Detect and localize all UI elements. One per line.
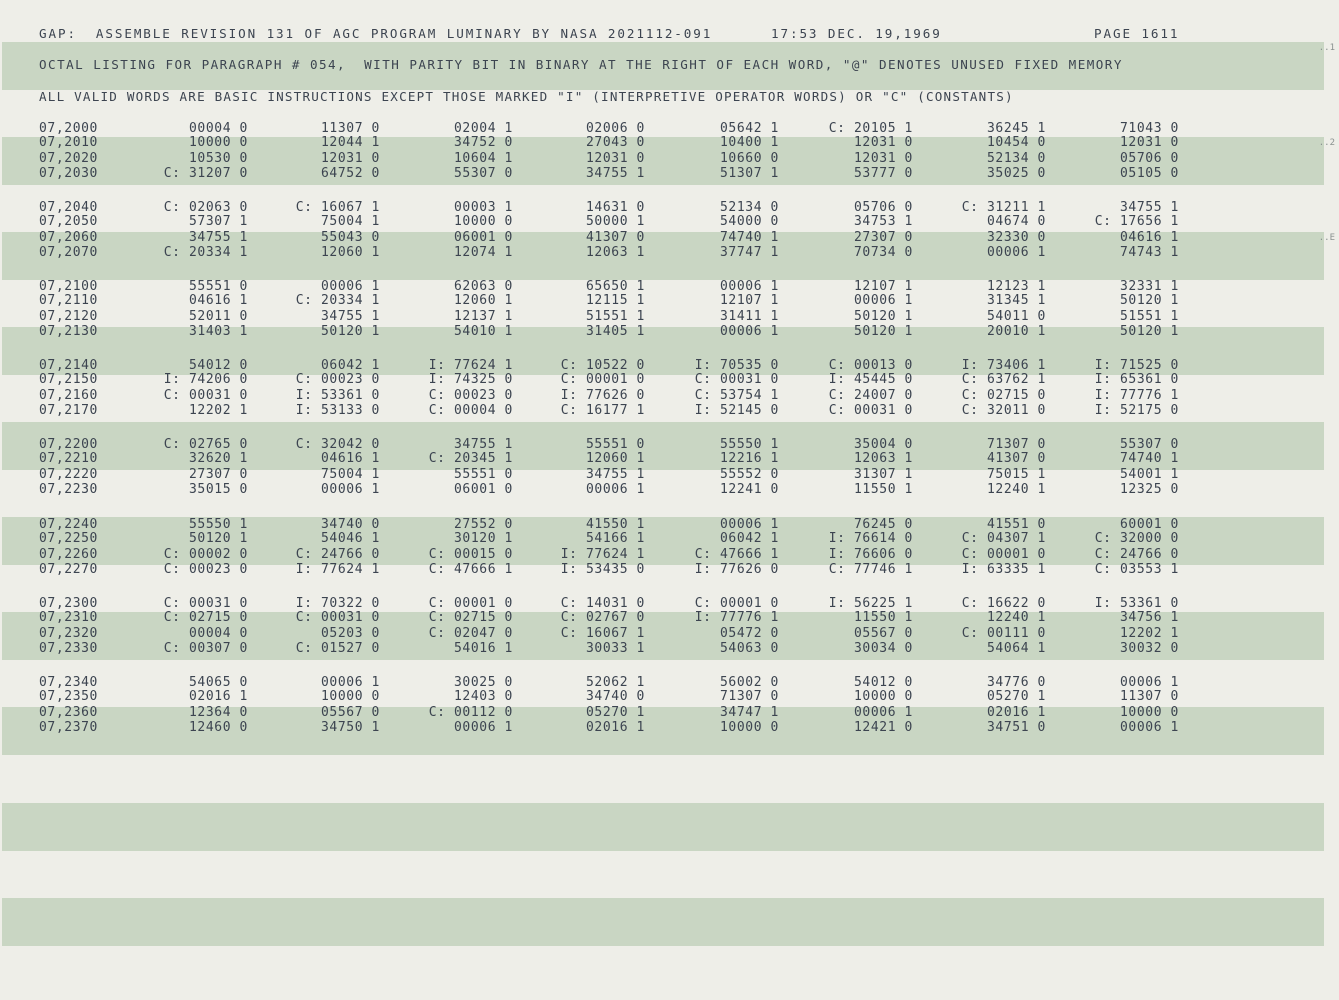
memory-word: 57307 1 [189, 214, 248, 229]
memory-word: 54046 1 [321, 531, 380, 546]
listing-legend: ALL VALID WORDS ARE BASIC INSTRUCTIONS EXCEPT THOSE MARKED "I" (INTERPRETIVE OPERATOR WORDS) OR "C" (CONSTANTS) [39, 89, 1014, 104]
memory-word: I: 71525 0 [1094, 358, 1179, 373]
memory-word: 32331 1 [1120, 279, 1179, 294]
memory-word: 00006 1 [987, 245, 1046, 260]
listing-description: OCTAL LISTING FOR PARAGRAPH # 054, WITH PARITY BIT IN BINARY AT THE RIGHT OF EACH WORD, "@" DENOTES UNUSED FIXED MEMORY [39, 57, 1123, 72]
memory-word: C: 16622 0 [961, 596, 1046, 611]
memory-word: I: 52175 0 [1094, 403, 1179, 418]
memory-word: 30032 0 [1120, 641, 1179, 656]
memory-word: 12031 0 [586, 151, 645, 166]
memory-word: 32620 1 [189, 451, 248, 466]
memory-word: 10454 0 [987, 135, 1046, 150]
memory-word: C: 47666 1 [694, 547, 779, 562]
memory-word: C: 16067 1 [295, 200, 380, 215]
paper-stripe [2, 803, 1324, 851]
memory-word: 12202 1 [189, 403, 248, 418]
memory-word: 27307 0 [189, 467, 248, 482]
memory-word: 04674 0 [987, 214, 1046, 229]
memory-word: 10604 1 [454, 151, 513, 166]
memory-word: 54010 1 [454, 324, 513, 339]
memory-word: 12107 1 [854, 279, 913, 294]
memory-word: I: 45445 0 [828, 372, 913, 387]
row-address: 07,2200 [39, 437, 98, 452]
memory-word: 71043 0 [1120, 121, 1179, 136]
memory-word: 34750 1 [321, 720, 380, 735]
memory-word: 34747 1 [720, 705, 779, 720]
memory-word: I: 77626 0 [694, 562, 779, 577]
memory-word: 00006 1 [854, 705, 913, 720]
memory-word: C: 10522 0 [560, 358, 645, 373]
paper-stripe [2, 898, 1324, 946]
memory-word: 50120 1 [1120, 293, 1179, 308]
memory-word: 55307 0 [454, 166, 513, 181]
memory-word: C: 00015 0 [428, 547, 513, 562]
memory-word: 31411 1 [720, 309, 779, 324]
memory-word: C: 20334 1 [295, 293, 380, 308]
memory-word: I: 52145 0 [694, 403, 779, 418]
memory-word: 52011 0 [189, 309, 248, 324]
memory-word: C: 00112 0 [428, 705, 513, 720]
memory-word: C: 20334 1 [163, 245, 248, 260]
memory-word: 55551 0 [454, 467, 513, 482]
row-address: 07,2270 [39, 562, 98, 577]
memory-word: 06042 1 [321, 358, 380, 373]
row-address: 07,2350 [39, 689, 98, 704]
memory-word: 41551 0 [987, 517, 1046, 532]
memory-word: C: 04307 1 [961, 531, 1046, 546]
row-address: 07,2140 [39, 358, 98, 373]
memory-word: 10000 0 [321, 689, 380, 704]
memory-word: 12202 1 [1120, 626, 1179, 641]
memory-word: C: 00002 0 [163, 547, 248, 562]
memory-word: 34776 0 [987, 675, 1046, 690]
memory-word: 54166 1 [586, 531, 645, 546]
memory-word: C: 00001 0 [560, 372, 645, 387]
memory-word: 12240 1 [987, 610, 1046, 625]
memory-word: 34751 0 [987, 720, 1046, 735]
memory-word: C: 17656 1 [1094, 214, 1179, 229]
memory-word: 12107 1 [720, 293, 779, 308]
memory-word: 31405 1 [586, 324, 645, 339]
memory-word: 04616 1 [189, 293, 248, 308]
memory-word: 12044 1 [321, 135, 380, 150]
memory-word: 54012 0 [854, 675, 913, 690]
memory-word: 00003 1 [454, 200, 513, 215]
memory-word: C: 16067 1 [560, 626, 645, 641]
memory-word: 05270 1 [987, 689, 1046, 704]
memory-word: 52062 1 [586, 675, 645, 690]
memory-word: C: 00111 0 [961, 626, 1046, 641]
memory-word: C: 01527 0 [295, 641, 380, 656]
memory-word: 20010 1 [987, 324, 1046, 339]
memory-word: 12115 1 [586, 293, 645, 308]
memory-word: C: 00031 0 [828, 403, 913, 418]
memory-word: C: 02767 0 [560, 610, 645, 625]
memory-word: C: 00023 0 [163, 562, 248, 577]
memory-word: C: 77746 1 [828, 562, 913, 577]
row-address: 07,2030 [39, 166, 98, 181]
row-address: 07,2010 [39, 135, 98, 150]
memory-word: 06001 0 [454, 482, 513, 497]
memory-word: 00006 1 [720, 517, 779, 532]
row-address: 07,2250 [39, 531, 98, 546]
memory-word: 50120 1 [321, 324, 380, 339]
memory-word: 12137 1 [454, 309, 513, 324]
memory-word: 71307 0 [987, 437, 1046, 452]
memory-word: 35015 0 [189, 482, 248, 497]
memory-word: 00006 1 [321, 675, 380, 690]
memory-word: 75004 1 [321, 467, 380, 482]
row-address: 07,2260 [39, 547, 98, 562]
memory-word: I: 77776 1 [694, 610, 779, 625]
memory-word: 50120 1 [1120, 324, 1179, 339]
memory-word: 71307 0 [720, 689, 779, 704]
memory-word: 41307 0 [586, 230, 645, 245]
memory-word: 11307 0 [1120, 689, 1179, 704]
memory-word: 55043 0 [321, 230, 380, 245]
memory-word: 54001 1 [1120, 467, 1179, 482]
memory-word: 55550 1 [189, 517, 248, 532]
memory-word: I: 77626 0 [560, 388, 645, 403]
memory-word: C: 03553 1 [1094, 562, 1179, 577]
memory-word: C: 32011 0 [961, 403, 1046, 418]
memory-word: 10530 0 [189, 151, 248, 166]
memory-word: C: 00031 0 [163, 596, 248, 611]
listing-title: GAP: ASSEMBLE REVISION 131 OF AGC PROGRAM LUMINARY BY NASA 2021112-091 [39, 26, 713, 41]
row-address: 07,2240 [39, 517, 98, 532]
memory-word: C: 02715 0 [428, 610, 513, 625]
row-address: 07,2220 [39, 467, 98, 482]
memory-word: I: 77776 1 [1094, 388, 1179, 403]
memory-word: C: 31207 0 [163, 166, 248, 181]
memory-word: 54012 0 [189, 358, 248, 373]
memory-word: 51307 1 [720, 166, 779, 181]
memory-word: 75004 1 [321, 214, 380, 229]
memory-word: 27552 0 [454, 517, 513, 532]
memory-word: C: 00031 0 [295, 610, 380, 625]
memory-word: 32330 0 [987, 230, 1046, 245]
memory-word: 41550 1 [586, 517, 645, 532]
memory-word: C: 32000 0 [1094, 531, 1179, 546]
memory-word: 12241 0 [720, 482, 779, 497]
memory-word: 12060 1 [586, 451, 645, 466]
memory-word: 35025 0 [987, 166, 1046, 181]
memory-word: 53777 0 [854, 166, 913, 181]
listing-timestamp: 17:53 DEC. 19,1969 [771, 26, 942, 41]
memory-word: 34755 1 [189, 230, 248, 245]
row-address: 07,2160 [39, 388, 98, 403]
memory-word: 31403 1 [189, 324, 248, 339]
memory-word: 05270 1 [586, 705, 645, 720]
memory-word: 30120 1 [454, 531, 513, 546]
memory-word: 00006 1 [321, 279, 380, 294]
memory-word: 76245 0 [854, 517, 913, 532]
memory-word: 51551 1 [586, 309, 645, 324]
memory-word: 02016 1 [586, 720, 645, 735]
memory-word: I: 53133 0 [295, 403, 380, 418]
memory-word: C: 63762 1 [961, 372, 1046, 387]
memory-word: C: 20345 1 [428, 451, 513, 466]
memory-word: C: 00013 0 [828, 358, 913, 373]
memory-word: 41307 0 [987, 451, 1046, 466]
row-address: 07,2230 [39, 482, 98, 497]
memory-word: 56002 0 [720, 675, 779, 690]
memory-word: 35004 0 [854, 437, 913, 452]
memory-word: 10000 0 [854, 689, 913, 704]
memory-word: 05567 0 [321, 705, 380, 720]
memory-word: 00006 1 [1120, 720, 1179, 735]
memory-word: 30034 0 [854, 641, 913, 656]
memory-word: 12031 0 [854, 151, 913, 166]
row-address: 07,2310 [39, 610, 98, 625]
memory-word: 12060 1 [321, 245, 380, 260]
memory-word: 12460 0 [189, 720, 248, 735]
memory-word: 34755 1 [586, 166, 645, 181]
memory-word: 00006 1 [321, 482, 380, 497]
memory-word: 02006 0 [586, 121, 645, 136]
memory-word: 02016 1 [987, 705, 1046, 720]
memory-word: I: 73406 1 [961, 358, 1046, 373]
memory-word: 34755 1 [586, 467, 645, 482]
memory-word: 00006 1 [720, 324, 779, 339]
memory-word: 10000 0 [1120, 705, 1179, 720]
memory-word: 12325 0 [1120, 482, 1179, 497]
memory-word: C: 24007 0 [828, 388, 913, 403]
memory-word: 52134 0 [720, 200, 779, 215]
memory-word: I: 76614 0 [828, 531, 913, 546]
row-address: 07,2040 [39, 200, 98, 215]
margin-mark: ..2 [1318, 138, 1335, 148]
memory-word: 12063 1 [586, 245, 645, 260]
memory-word: C: 02715 0 [961, 388, 1046, 403]
memory-word: 05642 1 [720, 121, 779, 136]
memory-word: I: 70535 0 [694, 358, 779, 373]
memory-word: 51551 1 [1120, 309, 1179, 324]
memory-word: 74740 1 [720, 230, 779, 245]
memory-word: 12403 0 [454, 689, 513, 704]
memory-word: 75015 1 [987, 467, 1046, 482]
memory-word: 50000 1 [586, 214, 645, 229]
memory-word: 55550 1 [720, 437, 779, 452]
row-address: 07,2000 [39, 121, 98, 136]
memory-word: 64752 0 [321, 166, 380, 181]
memory-word: I: 53361 0 [295, 388, 380, 403]
row-address: 07,2150 [39, 372, 98, 387]
row-address: 07,2210 [39, 451, 98, 466]
memory-word: C: 00001 0 [428, 596, 513, 611]
memory-word: 54064 1 [987, 641, 1046, 656]
row-address: 07,2300 [39, 596, 98, 611]
memory-word: 10400 1 [720, 135, 779, 150]
memory-word: 70734 0 [854, 245, 913, 260]
memory-word: 12063 1 [854, 451, 913, 466]
memory-word: 34755 1 [454, 437, 513, 452]
memory-word: 12240 1 [987, 482, 1046, 497]
memory-word: 30025 0 [454, 675, 513, 690]
memory-word: 50120 1 [854, 324, 913, 339]
memory-word: C: 02765 0 [163, 437, 248, 452]
memory-word: 34756 1 [1120, 610, 1179, 625]
memory-word: C: 00307 0 [163, 641, 248, 656]
memory-word: 05105 0 [1120, 166, 1179, 181]
memory-word: I: 77624 1 [560, 547, 645, 562]
memory-word: I: 56225 1 [828, 596, 913, 611]
memory-word: 55551 0 [189, 279, 248, 294]
memory-word: 34755 1 [1120, 200, 1179, 215]
memory-word: 05706 0 [1120, 151, 1179, 166]
memory-word: 34740 0 [321, 517, 380, 532]
memory-word: 12074 1 [454, 245, 513, 260]
memory-word: 52134 0 [987, 151, 1046, 166]
memory-word: 00006 1 [586, 482, 645, 497]
memory-word: I: 53361 0 [1094, 596, 1179, 611]
memory-word: 65650 1 [586, 279, 645, 294]
memory-word: 12031 0 [854, 135, 913, 150]
memory-word: 31345 1 [987, 293, 1046, 308]
memory-word: 34753 1 [854, 214, 913, 229]
memory-word: 54000 0 [720, 214, 779, 229]
memory-word: 62063 0 [454, 279, 513, 294]
memory-word: 27307 0 [854, 230, 913, 245]
row-address: 07,2360 [39, 705, 98, 720]
memory-word: 12031 0 [321, 151, 380, 166]
memory-word: C: 02063 0 [163, 200, 248, 215]
memory-word: C: 00023 0 [428, 388, 513, 403]
row-address: 07,2060 [39, 230, 98, 245]
memory-word: 12216 1 [720, 451, 779, 466]
memory-word: C: 31211 1 [961, 200, 1046, 215]
row-address: 07,2100 [39, 279, 98, 294]
memory-word: 10000 0 [189, 135, 248, 150]
page-number: PAGE 1611 [1094, 26, 1180, 41]
row-address: 07,2320 [39, 626, 98, 641]
row-address: 07,2370 [39, 720, 98, 735]
memory-word: 00006 1 [854, 293, 913, 308]
margin-mark: ..1 [1318, 43, 1335, 53]
memory-word: C: 00031 0 [163, 388, 248, 403]
memory-word: 30033 1 [586, 641, 645, 656]
memory-word: 50120 1 [854, 309, 913, 324]
memory-word: I: 63335 1 [961, 562, 1046, 577]
memory-word: 05472 0 [720, 626, 779, 641]
memory-word: I: 65361 0 [1094, 372, 1179, 387]
row-address: 07,2130 [39, 324, 98, 339]
memory-word: C: 24766 0 [295, 547, 380, 562]
memory-word: 04616 1 [1120, 230, 1179, 245]
memory-word: 12421 0 [854, 720, 913, 735]
memory-word: C: 53754 1 [694, 388, 779, 403]
memory-word: 00006 1 [1120, 675, 1179, 690]
memory-word: I: 74325 0 [428, 372, 513, 387]
memory-word: 12060 1 [454, 293, 513, 308]
memory-word: 37747 1 [720, 245, 779, 260]
memory-word: 34740 0 [586, 689, 645, 704]
row-address: 07,2020 [39, 151, 98, 166]
memory-word: I: 76606 0 [828, 547, 913, 562]
memory-word: 06042 1 [720, 531, 779, 546]
memory-word: 34755 1 [321, 309, 380, 324]
memory-word: 05567 0 [854, 626, 913, 641]
memory-word: C: 02047 0 [428, 626, 513, 641]
memory-word: 11550 1 [854, 482, 913, 497]
memory-word: 12364 0 [189, 705, 248, 720]
memory-word: 55552 0 [720, 467, 779, 482]
memory-word: 31307 1 [854, 467, 913, 482]
memory-word: C: 14031 0 [560, 596, 645, 611]
memory-word: 54016 1 [454, 641, 513, 656]
memory-word: 14631 0 [586, 200, 645, 215]
memory-word: 05706 0 [854, 200, 913, 215]
margin-mark: ..E [1318, 233, 1335, 243]
memory-word: 00004 0 [189, 121, 248, 136]
memory-word: 27043 0 [586, 135, 645, 150]
memory-word: 12123 1 [987, 279, 1046, 294]
memory-word: 55551 0 [586, 437, 645, 452]
memory-word: 10660 0 [720, 151, 779, 166]
row-address: 07,2170 [39, 403, 98, 418]
memory-word: 54065 0 [189, 675, 248, 690]
memory-word: 54063 0 [720, 641, 779, 656]
memory-word: I: 77624 1 [295, 562, 380, 577]
row-address: 07,2340 [39, 675, 98, 690]
memory-word: 34752 0 [454, 135, 513, 150]
memory-word: 74743 1 [1120, 245, 1179, 260]
memory-word: 02004 1 [454, 121, 513, 136]
memory-word: 06001 0 [454, 230, 513, 245]
memory-word: 60001 0 [1120, 517, 1179, 532]
memory-word: 11307 0 [321, 121, 380, 136]
memory-word: C: 16177 1 [560, 403, 645, 418]
memory-word: C: 20105 1 [828, 121, 913, 136]
memory-word: 55307 0 [1120, 437, 1179, 452]
memory-word: 50120 1 [189, 531, 248, 546]
memory-word: C: 32042 0 [295, 437, 380, 452]
memory-word: 11550 1 [854, 610, 913, 625]
memory-word: C: 00031 0 [694, 372, 779, 387]
memory-word: C: 00001 0 [961, 547, 1046, 562]
memory-word: C: 24766 0 [1094, 547, 1179, 562]
memory-word: 36245 1 [987, 121, 1046, 136]
memory-word: C: 00004 0 [428, 403, 513, 418]
memory-word: 04616 1 [321, 451, 380, 466]
memory-word: 10000 0 [454, 214, 513, 229]
memory-word: 54011 0 [987, 309, 1046, 324]
row-address: 07,2050 [39, 214, 98, 229]
row-address: 07,2330 [39, 641, 98, 656]
memory-word: 74740 1 [1120, 451, 1179, 466]
memory-word: 00006 1 [720, 279, 779, 294]
memory-word: I: 53435 0 [560, 562, 645, 577]
row-address: 07,2110 [39, 293, 98, 308]
memory-word: C: 02715 0 [163, 610, 248, 625]
memory-word: 12031 0 [1120, 135, 1179, 150]
memory-word: 10000 0 [720, 720, 779, 735]
memory-word: I: 74206 0 [163, 372, 248, 387]
memory-word: 00004 0 [189, 626, 248, 641]
memory-word: C: 47666 1 [428, 562, 513, 577]
memory-word: I: 77624 1 [428, 358, 513, 373]
memory-word: C: 00023 0 [295, 372, 380, 387]
memory-word: C: 00001 0 [694, 596, 779, 611]
row-address: 07,2070 [39, 245, 98, 260]
row-address: 07,2120 [39, 309, 98, 324]
memory-word: 05203 0 [321, 626, 380, 641]
memory-word: 00006 1 [454, 720, 513, 735]
memory-word: 02016 1 [189, 689, 248, 704]
memory-word: I: 70322 0 [295, 596, 380, 611]
